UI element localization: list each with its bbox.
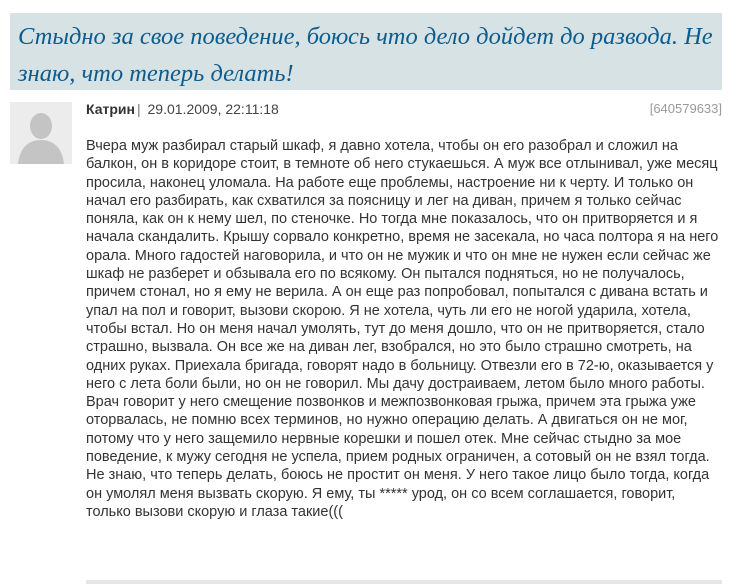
post-meta — [86, 99, 722, 119]
post-divider — [86, 580, 722, 584]
question-title: Стыдно за свое поведение, боюсь что дело дойдет до развода. Не знаю, что теперь делать! — [18, 23, 713, 87]
avatar-silhouette — [10, 102, 72, 164]
author-name[interactable]: Катрин — [86, 101, 135, 117]
post-id: [640579633] — [649, 101, 722, 116]
post-body: Вчера муж разбирал старый шкаф, я давно хотела, чтобы он его разобрал и сложил на балкон, он в коридоре стоит, в темноте об него стукаешься. А муж все отлынивал, уже месяц просила, наконец уломала. На работе еще проблемы, настроение ни к черту. И только он начал его разбирать, как схватился за поясницу и лег на диван, причем я только сейчас поняла, как он к нему шел, по стеночке. Но тогда мне показалось, что он притворяется и я начала скандалить. Крышу сорвало конкретно, время не засекала, но часа полтора я на него орала. Много гадостей наговорила, и что он не мужик и что он мне не нужен если сейчас же шкаф не разберет и обзывала его по всякому. Он пытался подняться, но не получалось, причем стонал, но я ему не верила. А он еще раз попробовал, попытался с дивана встать и упал на пол и говорит, вызови скорою. Я не хотела, чуть ли его не ногой ударила, хотела, чтобы встал. Но он меня начал умолять, тут до меня дошло, что он не притворяется, стало страшно, вызвала. Он все же на диван лег, взобрался, но это было страшно смотреть, на одних руках. Приехала бригада, говорят надо в больницу. Отвезли его в 72-ю, оказывается у него с лета боли были, но он не говорил. Мы дачу достраиваем, летом было много работы. Врач говорит у него смещение позвонков и межпозвонковая грыжа, причем эта грыжа уже оторвалась, не помню всех терминов, но нужно операцию делать. А двигаться он не мог, потому что у него защемило нервные корешки и пошел отек. Мне сейчас стыдно за мое поведение, к мужу сегодня не успела, прием родных ограничен, а сотовый он не взял тогда. Не знаю, что теперь делать, боюсь не простит он меня. У него такое лицо было тогда, когда он умолял меня вызвать скорую. Я ему, ты ***** урод, он со всем соглашается, говорит, только вызови скорую и глаза такие((( — [86, 138, 719, 520]
question-title-box — [10, 13, 722, 90]
post-datetime: 29.01.2009, 22:11:18 — [147, 101, 279, 117]
user-silhouette-icon[interactable] — [10, 102, 72, 164]
meta-separator: | — [136, 101, 141, 117]
